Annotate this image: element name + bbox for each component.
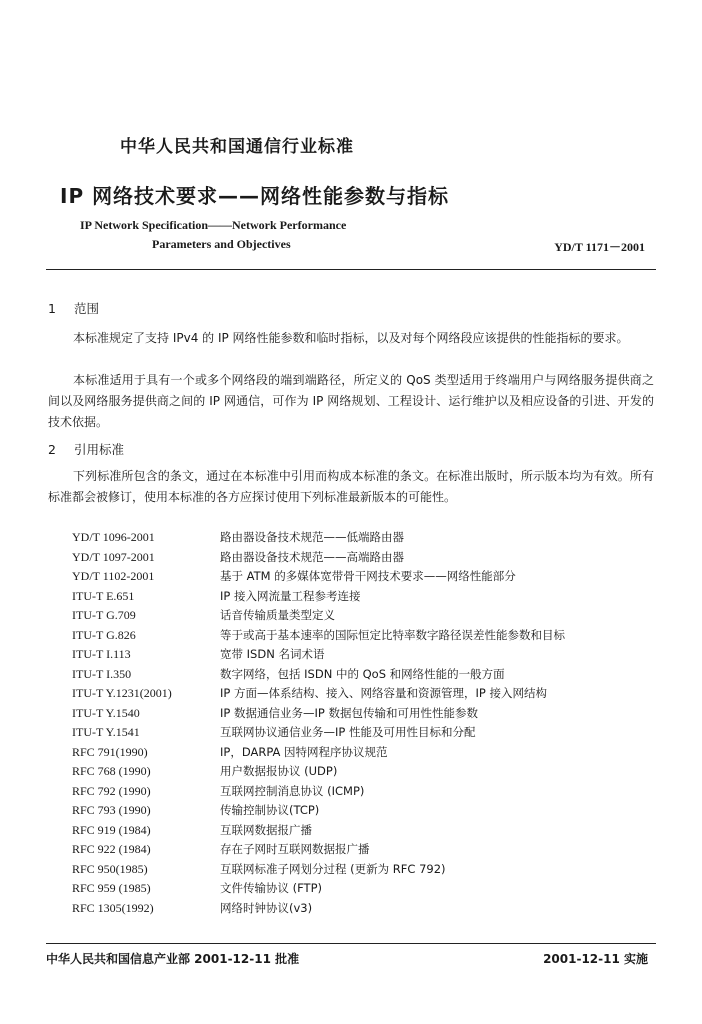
reference-code: RFC 959 (1985) <box>72 881 151 895</box>
reference-title: 宽带 ISDN 名词术语 <box>220 647 325 661</box>
reference-code: RFC 919 (1984) <box>72 822 151 837</box>
section-1-heading <box>48 299 99 317</box>
reference-row <box>72 782 662 802</box>
footer-divider <box>46 943 656 944</box>
reference-row <box>72 606 662 626</box>
section-2-paragraph: 下列标准所包含的条文，通过在本标准中引用而构成本标准的条文。在标准出版时，所示版本均为有效。所有标准都会被修订，使用本标准的各方应探讨使用下列标准最新版本的可能性。 <box>48 469 654 504</box>
reference-title: 路由器设备技术规范——低端路由器 <box>220 530 404 544</box>
reference-code: RFC 950(1985) <box>72 861 148 876</box>
reference-code: RFC 768 (1990) <box>72 764 151 778</box>
reference-row <box>72 801 662 821</box>
reference-title: 话音传输质量类型定义 <box>220 608 335 622</box>
reference-code: ITU-T Y.1540 <box>72 705 140 720</box>
section-1-title: 范围 <box>74 301 100 316</box>
reference-title: 等于或高于基本速率的国际恒定比特率数字路径误差性能参数和目标 <box>220 627 565 642</box>
reference-title: IP 方面—体系结构、接入、网络容量和资源管理，IP 接入网结构 <box>220 686 547 700</box>
reference-row <box>72 762 662 782</box>
reference-row <box>72 567 662 587</box>
section-1-number: 1 <box>48 301 56 316</box>
reference-title: 网络时钟协议(v3) <box>220 900 313 915</box>
reference-code: RFC 792 (1990) <box>72 783 151 798</box>
reference-row <box>72 704 662 724</box>
reference-title: 互联网数据报广播 <box>220 822 312 837</box>
reference-code: RFC 1305(1992) <box>72 900 154 915</box>
reference-row <box>72 684 662 704</box>
english-title-line2: Parameters and Objectives <box>152 237 291 251</box>
section-1-paragraph-2: 本标准适用于具有一个或多个网络段的端到端路径，所定义的 QoS 类型适用于终端用户与网络服务提供商之间以及网络服务提供商之间的 IP 网通信，可作为 IP 网络规划、工程设计、运行维护以及相应设备的引进、开发的技术依据。 <box>48 373 654 429</box>
implementation-date: 2001-12-11 实施 <box>543 952 648 966</box>
reference-row <box>72 899 662 919</box>
reference-row <box>72 860 662 880</box>
reference-title: 互联网协议通信业务—IP 性能及可用性目标和分配 <box>220 725 476 739</box>
reference-code: ITU-T Y.1541 <box>72 725 140 739</box>
reference-title: 存在子网时互联网数据报广播 <box>220 842 370 856</box>
reference-title: 数字网络，包括 ISDN 中的 QoS 和网络性能的一般方面 <box>220 666 505 681</box>
reference-code: ITU-T I.350 <box>72 666 132 681</box>
reference-code: YD/T 1097-2001 <box>72 549 155 564</box>
section-1-paragraph-1: 本标准规定了支持 IPv4 的 IP 网络性能参数和临时指标，以及对每个网络段应该提供的性能指标的要求。 <box>73 331 629 345</box>
reference-code: RFC 922 (1984) <box>72 842 151 856</box>
reference-row <box>72 645 662 665</box>
reference-title: 路由器设备技术规范——高端路由器 <box>220 549 404 564</box>
reference-title: 传输控制协议(TCP) <box>220 803 320 817</box>
reference-code: YD/T 1102-2001 <box>72 569 155 583</box>
standard-code: YD/T 1171－2001 <box>554 240 645 254</box>
reference-row <box>72 743 662 763</box>
reference-code: RFC 793 (1990) <box>72 803 151 817</box>
reference-title: 文件传输协议 (FTP) <box>220 881 322 895</box>
reference-code: YD/T 1096-2001 <box>72 530 155 544</box>
reference-title: 互联网标准子网划分过程 (更新为 RFC 792) <box>220 861 446 876</box>
reference-row <box>72 626 662 646</box>
reference-row <box>72 548 662 568</box>
reference-row <box>72 879 662 899</box>
reference-title: 基于 ATM 的多媒体宽带骨干网技术要求——网络性能部分 <box>220 569 516 583</box>
reference-title: IP 接入网流量工程参考连接 <box>220 588 361 603</box>
reference-row <box>72 665 662 685</box>
section-2-heading <box>48 440 124 458</box>
approval-statement: 中华人民共和国信息产业部 2001-12-11 批准 <box>46 952 300 966</box>
reference-code: RFC 791(1990) <box>72 744 148 759</box>
reference-list <box>72 528 662 918</box>
reference-row <box>72 723 662 743</box>
reference-row <box>72 840 662 860</box>
document-title: IP 网络技术要求——网络性能参数与指标 <box>60 184 450 208</box>
reference-code: ITU-T I.113 <box>72 647 131 661</box>
section-2-number: 2 <box>48 442 56 457</box>
reference-title: 用户数据报协议 (UDP) <box>220 764 338 778</box>
section-2-title: 引用标准 <box>74 442 125 457</box>
reference-code: ITU-T E.651 <box>72 588 135 603</box>
reference-row <box>72 821 662 841</box>
header-divider <box>46 269 656 270</box>
reference-title: IP 数据通信业务—IP 数据包传输和可用性性能参数 <box>220 705 478 720</box>
reference-row <box>72 587 662 607</box>
reference-code: ITU-T Y.1231(2001) <box>72 686 172 700</box>
reference-code: ITU-T G.709 <box>72 608 136 622</box>
reference-title: IP，DARPA 因特网程序协议规范 <box>220 744 388 759</box>
reference-title: 互联网控制消息协议 (ICMP) <box>220 783 365 798</box>
reference-code: ITU-T G.826 <box>72 627 136 642</box>
industry-standard-heading: 中华人民共和国通信行业标准 <box>120 137 354 157</box>
reference-row <box>72 528 662 548</box>
english-title-line1: IP Network Specification——Network Performance <box>80 218 347 232</box>
